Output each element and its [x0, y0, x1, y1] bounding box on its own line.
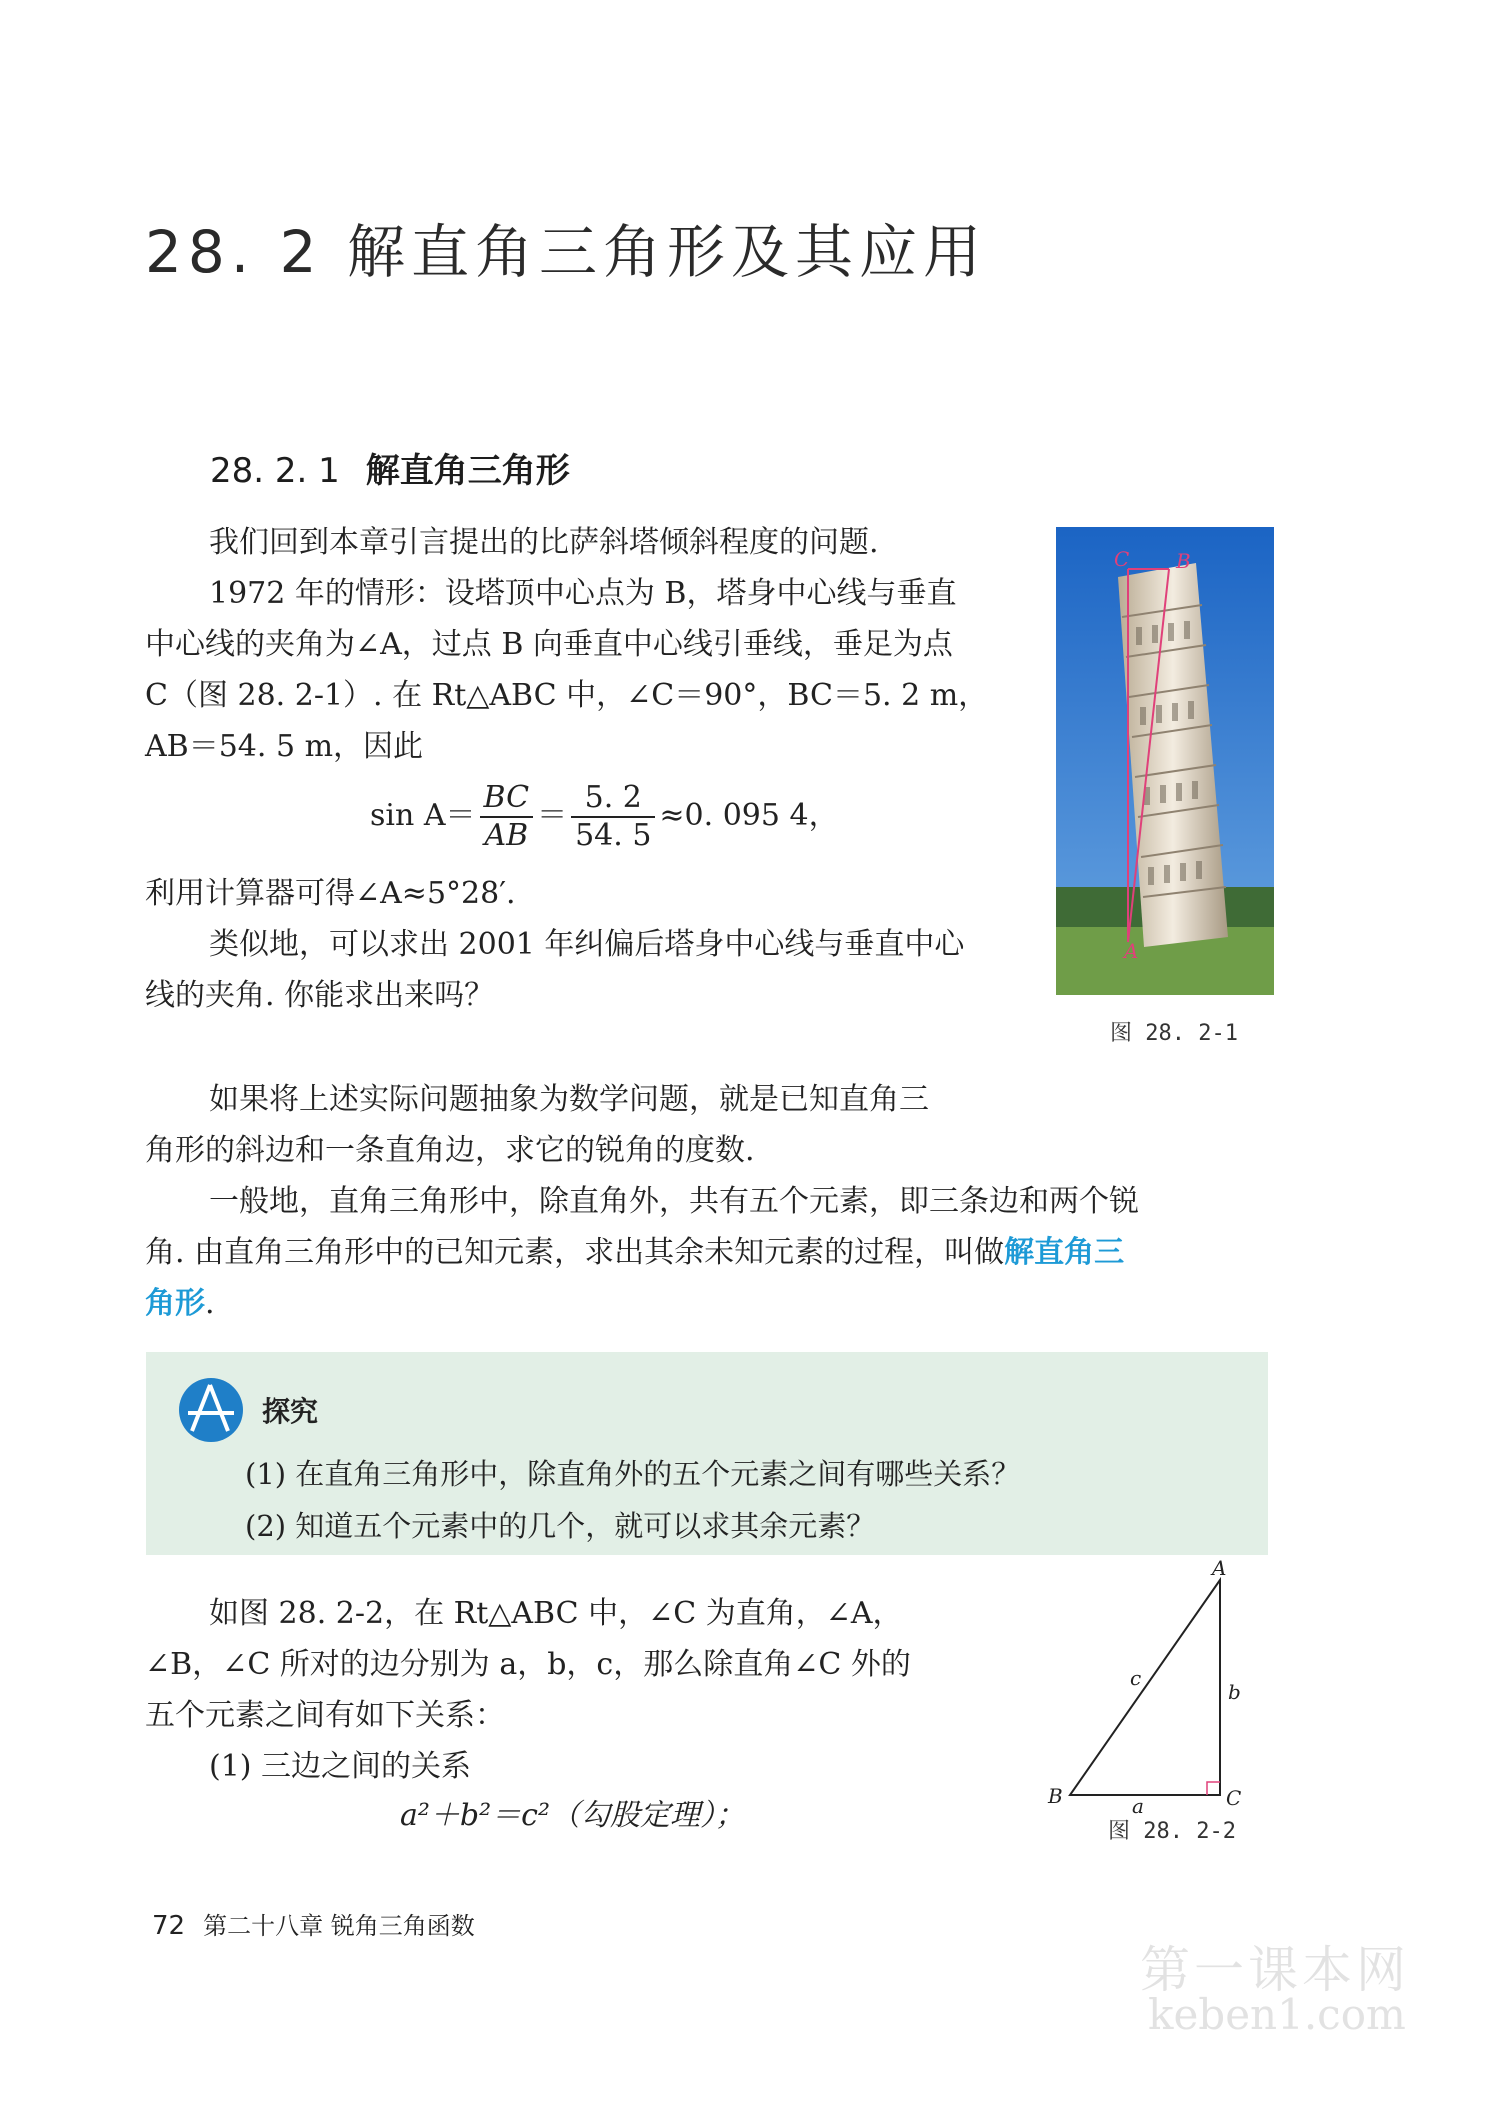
abstract-line4-text: 角. 由直角三角形中的已知元素，求出其余未知元素的过程，叫做 — [145, 1235, 1005, 1270]
formula-lhs: sin A＝ — [370, 798, 476, 833]
abstraction-text — [145, 1074, 1275, 1329]
watermark-site-name: 第一课本网 — [1140, 1941, 1410, 1999]
fraction-numerator: BC — [480, 780, 534, 818]
fraction-numerator-value: 5. 2 — [571, 780, 655, 818]
abstract-line1: 如果将上述实际问题抽象为数学问题，就是已知直角三 — [209, 1082, 929, 1117]
subsection-name: 解直角三角形 — [365, 451, 570, 491]
vertex-c-label: C — [1226, 1786, 1242, 1810]
right-triangle-figure — [1040, 1556, 1242, 1820]
sine-formula: sin A＝ $\frac{BC}{AB}$ ＝ $\frac{5. 2}{54. 5}$ ≈0. 095 4， — [370, 780, 839, 853]
relations-line2: ∠B，∠C 所对的边分别为 a，b，c，那么除直角∠C 外的 — [145, 1647, 911, 1682]
fraction-denominator: AB — [484, 818, 529, 853]
explore-heading: 探究 — [262, 1395, 319, 1428]
abstract-line3: 一般地，直角三角形中，除直角外，共有五个元素，即三条边和两个锐 — [209, 1184, 1139, 1219]
term-solve-triangle-2: 角形 — [145, 1286, 205, 1321]
intro-p4-line2: 线的夹角. 你能求出来吗？ — [145, 978, 495, 1013]
intro-p2-line1: 1972 年的情形：设塔顶中心点为 B，塔身中心线与垂直 — [209, 576, 957, 611]
intro-p4-line1: 类似地，可以求出 2001 年纠偏后塔身中心线与垂直中心 — [209, 927, 965, 962]
section-title: 28. 2 解直角三角形及其应用 — [145, 218, 988, 286]
pythagorean-formula: a²＋b²＝c²（勾股定理）； — [400, 1798, 745, 1833]
intro-text-2 — [145, 868, 1025, 1021]
fraction-denominator-value: 54. 5 — [575, 818, 652, 853]
explore-icon — [176, 1375, 246, 1445]
subsection-title — [210, 443, 570, 492]
tower-label-c: C — [1114, 547, 1130, 571]
figure1-caption: 图 28. 2-1 — [1110, 1021, 1238, 1046]
page-footer — [152, 1906, 475, 1941]
chapter-title: 第二十八章 锐角三角函数 — [203, 1912, 475, 1940]
fraction-values — [571, 780, 655, 854]
fraction-bc-ab — [480, 780, 534, 854]
watermark-url: keben1.com — [1148, 1990, 1406, 2039]
relations-text — [145, 1588, 1025, 1792]
intro-p1: 我们回到本章引言提出的比萨斜塔倾斜程度的问题. — [209, 525, 879, 560]
tower-label-b: B — [1176, 549, 1191, 573]
tower-label-a: A — [1124, 939, 1139, 963]
intro-p2-line3: C（图 28. 2-1）. 在 Rt△ABC 中，∠C＝90°，BC＝5. 2 m， — [145, 678, 989, 713]
vertex-b-label: B — [1048, 1784, 1063, 1808]
explore-question-2: (2) 知道五个元素中的几个，就可以求其余元素？ — [245, 1509, 876, 1543]
intro-p2-line2: 中心线的夹角为∠A，过点 B 向垂直中心线引垂线，垂足为点 — [145, 627, 953, 662]
relations-line3: 五个元素之间有如下关系： — [145, 1698, 505, 1733]
intro-p3: 利用计算器可得∠A≈5°28′. — [145, 876, 516, 911]
page-number: 72 — [152, 1911, 186, 1941]
abstract-line4 — [145, 1227, 1275, 1278]
figure2-caption: 图 28. 2-2 — [1108, 1819, 1236, 1844]
side-c-label: c — [1130, 1666, 1142, 1690]
intro-p2-line4: AB＝54. 5 m，因此 — [145, 729, 424, 764]
vertex-a-label: A — [1212, 1556, 1227, 1580]
leaning-tower-photo — [1056, 527, 1274, 995]
abstract-line2: 角形的斜边和一条直角边，求它的锐角的度数. — [145, 1133, 755, 1168]
abstract-line5 — [145, 1278, 1275, 1329]
formula-rhs: ≈0. 095 4， — [659, 798, 839, 833]
term-solve-triangle-1: 解直角三 — [1004, 1235, 1125, 1270]
intro-text — [145, 517, 1025, 772]
abstract-line5-text: . — [205, 1286, 215, 1321]
subsection-number: 28. 2. 1 — [210, 451, 340, 491]
relations-item1: (1) 三边之间的关系 — [209, 1749, 472, 1784]
side-a-label: a — [1132, 1794, 1144, 1818]
relations-line1: 如图 28. 2-2，在 Rt△ABC 中，∠C 为直角，∠A， — [209, 1596, 903, 1631]
explore-question-1: (1) 在直角三角形中，除直角外的五个元素之间有哪些关系？ — [245, 1457, 1021, 1491]
side-b-label: b — [1228, 1680, 1241, 1704]
